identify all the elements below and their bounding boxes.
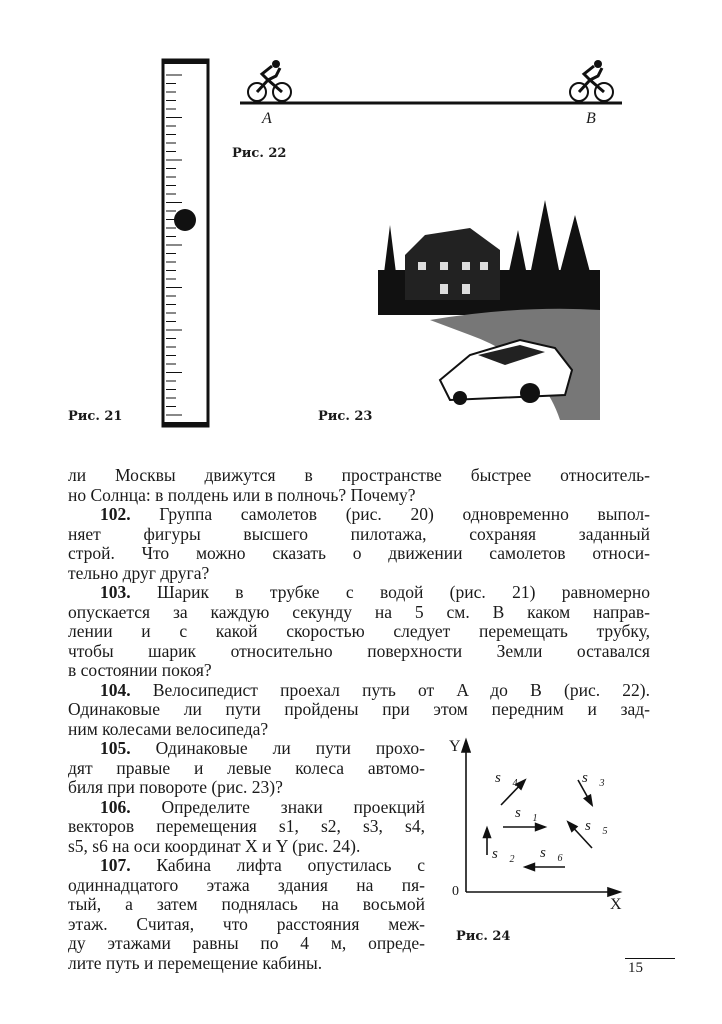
text-line: строй. Что можно сказать о движении самолетов относи- (68, 543, 650, 563)
vector-label: $s⃗_5$ (585, 818, 608, 837)
vector-label: $s⃗_3$ (582, 770, 605, 789)
text-line: дят правые и левые колеса автомо- (68, 757, 425, 778)
fig23-caption: Рис. 23 (318, 409, 373, 424)
arrowhead-icon (484, 828, 491, 837)
cyclist-icon (248, 60, 291, 101)
fig23-house-car (378, 200, 600, 420)
text-line: лении и с какой скоростью следует перемещать трубку, (68, 621, 650, 641)
page-number-rule (625, 958, 675, 959)
fig24-caption: Рис. 24 (456, 929, 511, 944)
page-number: 15 (628, 960, 643, 976)
text-line: тый, а затем поднялась на восьмой (68, 894, 425, 914)
vector-label: $s⃗_2$ (492, 846, 515, 865)
ball-icon (174, 209, 196, 231)
text-line: опускается за каждую секунду на 5 см. В каком направ- (68, 601, 650, 622)
fig21-caption: Рис. 21 (68, 409, 123, 424)
text-line: одиннадцатого этажа здания на пя- (68, 874, 425, 895)
text-line: Одинаковые ли пути пройдены при этом передним и зад- (68, 699, 650, 719)
text-line: векторов перемещения s1, s2, s3, s4, (68, 816, 425, 836)
problem-start-line: 106. Определите знаки проекций (100, 796, 425, 817)
cyclist-icon (570, 60, 613, 101)
vector-label: $s⃗_6$ (540, 845, 563, 864)
text-line: ли Москвы движутся в пространстве быстрее относитель- (68, 465, 650, 485)
problem-start-line: 107. Кабина лифта опустилась с (100, 855, 425, 875)
text-line: няет фигуры высшего пилотажа, сохраняя заданный (68, 523, 650, 544)
vector-label: $s⃗_4$ (495, 770, 518, 789)
arrowhead-icon (584, 795, 592, 805)
point-b-label: B (586, 110, 596, 127)
point-a-label: A (262, 110, 272, 127)
text-line: в состоянии покоя? (68, 660, 212, 680)
text-line: ним колесами велосипеда? (68, 718, 269, 739)
text-line: ду этажами равны по 4 м, опреде- (68, 933, 425, 953)
text-line: этаж. Считая, что расстояния меж- (68, 913, 425, 934)
origin-label: 0 (452, 884, 459, 899)
text-line: чтобы шарик относительно поверхности Земли оставался (68, 640, 650, 661)
problem-start-line: 103. Шарик в трубке с водой (рис. 21) равномерно (100, 582, 650, 602)
text-line: но Солнца: в полдень или в полночь? Почему? (68, 484, 416, 505)
axis-x-label: X (610, 896, 622, 913)
text-line: лите путь и перемещение кабины. (68, 952, 323, 973)
text-line: s5, s6 на оси координат X и Y (рис. 24). (68, 835, 361, 856)
problem-start-line: 104. Велосипедист проехал путь от A до B (рис. 22). (100, 679, 650, 700)
arrowhead-icon (525, 864, 534, 871)
text-line: биля при повороте (рис. 23)? (68, 777, 283, 797)
text-line: тельно друг друга? (68, 562, 210, 583)
fig21-tube (163, 60, 208, 426)
vector-label: $s⃗_1$ (515, 805, 538, 824)
problem-start-line: 105. Одинаковые ли пути прохо- (100, 738, 425, 758)
fig22-road (240, 60, 622, 103)
problem-start-line: 102. Группа самолетов (рис. 20) одновременно выпол- (100, 504, 650, 524)
arrowhead-icon (536, 824, 545, 831)
fig22-caption: Рис. 22 (232, 146, 287, 161)
axis-y-label: Y (449, 738, 461, 755)
